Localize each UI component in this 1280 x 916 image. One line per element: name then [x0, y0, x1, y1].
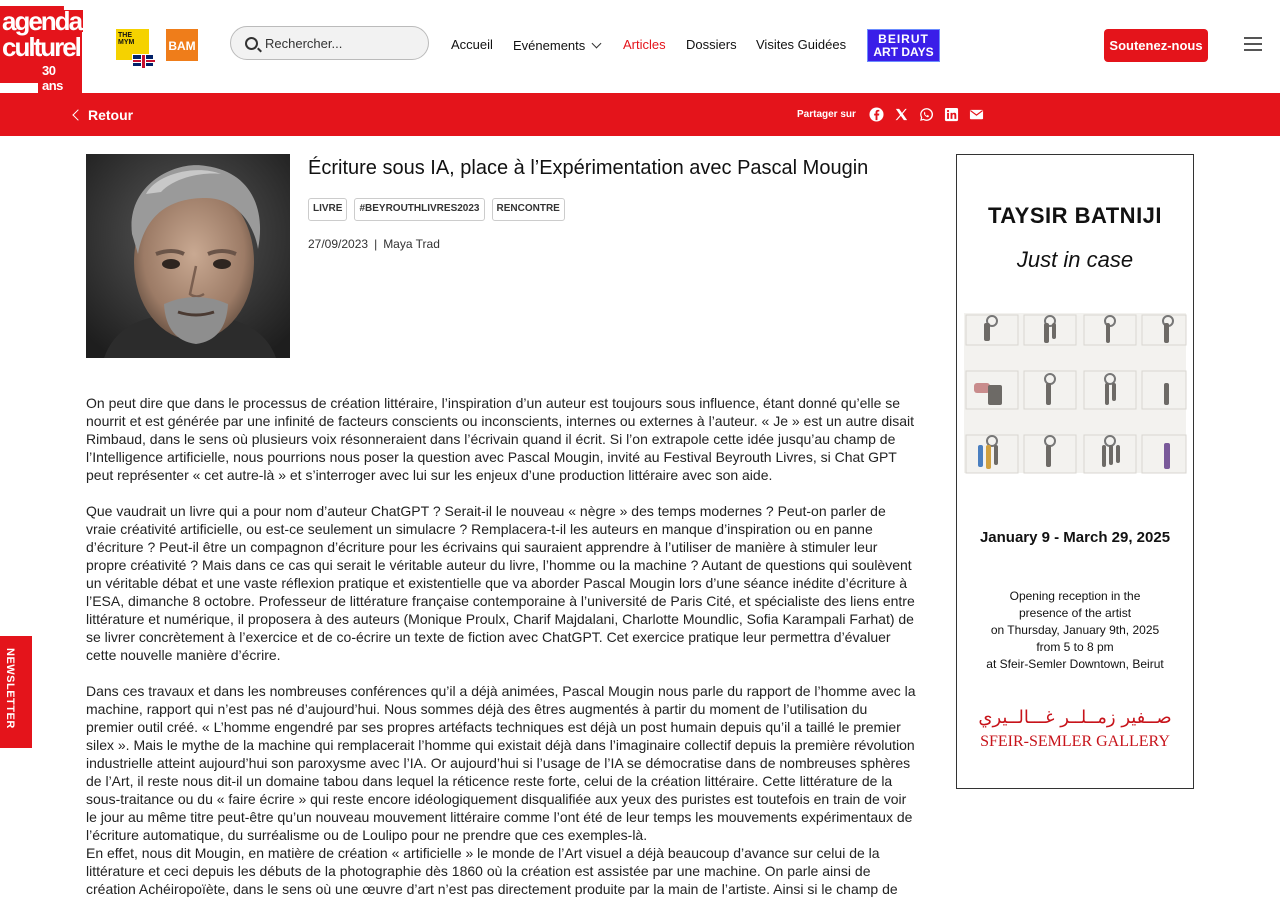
ad-opening-line: from 5 to 8 pm: [1036, 640, 1114, 654]
nav-articles[interactable]: Articles: [623, 37, 666, 52]
support-button[interactable]: Soutenez-nous: [1104, 29, 1208, 62]
badge-line-1: BEIRUT: [868, 33, 939, 46]
search-input[interactable]: [265, 34, 415, 52]
partner-bam-logo[interactable]: BAM: [166, 29, 198, 61]
site-header: [0, 0, 1280, 93]
tag-rencontre[interactable]: RENCONTRE: [492, 198, 565, 221]
nav-dossiers[interactable]: Dossiers: [686, 37, 737, 52]
article-paragraph: Dans ces travaux et dans les nombreuses conférences qu’il a déjà animées, Pascal Mougin nous parle du rapport de l’homme avec la machine, rapport qui n’est pas né d’aujourd’hui. Nous sommes déjà des êtres augmentés à partir du moment de l’utilisation du premier outil créé. « L’homme engendré par ses propres artéfacts techniques est déjà un post humain depuis qu’il a taillé le premier silex ». Mais le mythe de la machine qui remplacerait l’homme qui existait déjà dans l’imaginaire collectif depuis la première révolution industrielle atteint aujourd’hui son paroxysme avec l’IA. Or aujourd’hui si l’usage de l’IA se démocratise dans de nombreuses sphères de l’Art, il reste nous dit-il un domaine tabou dans lequel la réticence reste forte, celui de la création littéraire. Cette littérature de la sous-traitance ou du « faire écrire » qui reste encore idéologiquement disqualifiée aux yeux des puristes est toutefois en train de voir le jour au même titre peut-être qu’un nouveau mouvement littéraire comme l’ont été de leur temps les mouvements expérimentaux de l’écriture automatique, du surréalisme ou de Loulipo pour ne prendre que ces exemples-là.: [86, 683, 916, 843]
back-label: Retour: [88, 107, 134, 123]
chevron-left-icon: [72, 109, 83, 120]
search-box[interactable]: [230, 26, 429, 60]
article-paragraph: En effet, nous dit Mougin, en matière de création « artificielle » le monde de l’Art visuel a déjà beaucoup d’avance sur celui de la littérature et ceci depuis les débuts de la photographie dès 1860 où la création est assistée par une machine. On parle ainsi de création Achéiropoïète, dans le sens où une œuvre d’art n’est pas directement produite par la main de l’artiste. Ainsi si le champ de: [86, 845, 898, 897]
article-title: Écriture sous IA, place à l’Expérimentation avec Pascal Mougin: [308, 157, 869, 179]
share-label: Partager sur: [797, 109, 856, 120]
logo-anniversary: 30 ans: [38, 62, 82, 94]
nav-visites-guidees[interactable]: Visites Guidées: [756, 37, 847, 52]
article-date: 27/09/2023: [308, 237, 369, 251]
ad-artist: TAYSIR BATNIJI: [987, 203, 1163, 228]
facebook-icon[interactable]: [869, 107, 884, 122]
tag-list: [308, 198, 565, 221]
ad-dates: January 9 - March 29, 2025: [979, 529, 1171, 546]
menu-icon[interactable]: [1244, 37, 1262, 51]
ad-opening-line: at Sfeir-Semler Downtown, Beirut: [986, 657, 1164, 671]
newsletter-tab[interactable]: [0, 636, 32, 748]
nav-evenements[interactable]: [513, 38, 600, 53]
ad-opening-line: on Thursday, January 9th, 2025: [990, 623, 1160, 637]
article-meta: [308, 237, 440, 251]
article-toolbar: [0, 93, 1280, 136]
chevron-down-icon: [592, 39, 602, 49]
tag-livre[interactable]: LIVRE: [308, 198, 347, 221]
ad-keys-image: [964, 313, 1186, 473]
article-author[interactable]: Maya Trad: [383, 237, 440, 251]
x-icon[interactable]: [894, 107, 909, 122]
search-icon: [245, 37, 258, 50]
ad-gallery-name: SFEIR-SEMLER GALLERY: [980, 733, 1170, 750]
ad-opening-line: presence of the artist: [1018, 606, 1132, 620]
site-logo[interactable]: [0, 6, 82, 93]
article-paragraph: On peut dire que dans le processus de création littéraire, l’inspiration d’un auteur est toujours sous influence, étant donné qu’elle se nourrit et est générée par une infinité de facteurs conscients ou inconscients, internes ou externes à l’auteur. « Je » est un autre disait Rimbaud, dans le sens où plusieurs voix résonneraient dans l’écrivain quand il écrit. Si l’on extrapole cette idée jusqu’au champ de l’Intelligence artificielle, nous pourrions nous poser la question avec Pascal Mougin, invité au Festival Beyrouth Livres, si Chat GPT peut représenter « cet autre-là » et s’interroger avec lui sur les enjeux d’une production littéraire avec son aide.: [86, 395, 915, 483]
beirut-art-days-badge[interactable]: [867, 29, 940, 62]
badge-line-2: ART DAYS: [873, 45, 934, 59]
ad-gallery-arabic: صــفير زمــلــر غـــالــيري: [978, 707, 1172, 728]
nav-accueil[interactable]: Accueil: [451, 37, 493, 52]
linkedin-icon[interactable]: [944, 107, 959, 122]
tag-beyrouthlivres2023[interactable]: #BEYROUTHLIVRES2023: [354, 198, 484, 221]
article-paragraph: Que vaudrait un livre qui a pour nom d’auteur ChatGPT ? Serait-il le nouveau « nègre » des temps modernes ? Peut-on parler de vraie créativité artificielle, ou est-ce seulement un simulacre ? Remplacera-t-il les auteurs en manque d’inspiration ou en panne d’écriture ? Peut-il être un compagnon d’écriture pour les écrivains qui sauraient apprendre à l’utiliser de manière à stimuler leur propre créativité ? Mais dans ce cas qui serait le véritable auteur du livre, l’homme ou la machine ? Autant de questions qui soulèvent un véritable débat et une vaste réflexion pratique et existentielle que va aborder Pascal Mougin lors d’une séance inédite d’écriture à l’ESA, dimanche 8 octobre. Professeur de littérature française contemporaine à l’université de Paris Cité, et spécialiste des liens entre littérature et numérique, il proposera à des auteurs (Monique Proulx, Charif Majdalani, Charlotte Moundlic, Sofia Karampali Farhat) de se livrer concrètement à l’exercice et de co-écrire un texte de fiction avec ChatGPT. Cet exercice pratique leur permettra d’évaluer cette nouvelle manière d’écrire.: [86, 503, 915, 663]
gallery-ad[interactable]: [956, 154, 1194, 789]
article-body: [86, 394, 918, 916]
partner-mym-logo[interactable]: THE MYM: [116, 29, 149, 60]
ad-opening: [957, 588, 1193, 673]
whatsapp-icon[interactable]: [919, 107, 934, 122]
logo-line-1: agenda: [2, 6, 82, 36]
meta-separator: |: [374, 237, 378, 251]
logo-line-2: culturel: [2, 32, 80, 62]
mail-icon[interactable]: [969, 107, 984, 122]
uk-flag-icon[interactable]: [132, 54, 154, 67]
ad-opening-line: Opening reception in the: [1009, 589, 1141, 603]
ad-show-title: Just in case: [1016, 247, 1134, 272]
nav-evenements-label: Evénements: [513, 38, 586, 53]
newsletter-label: NEWSLETTER: [4, 648, 16, 729]
back-link[interactable]: [74, 107, 133, 123]
author-portrait: [86, 154, 290, 358]
